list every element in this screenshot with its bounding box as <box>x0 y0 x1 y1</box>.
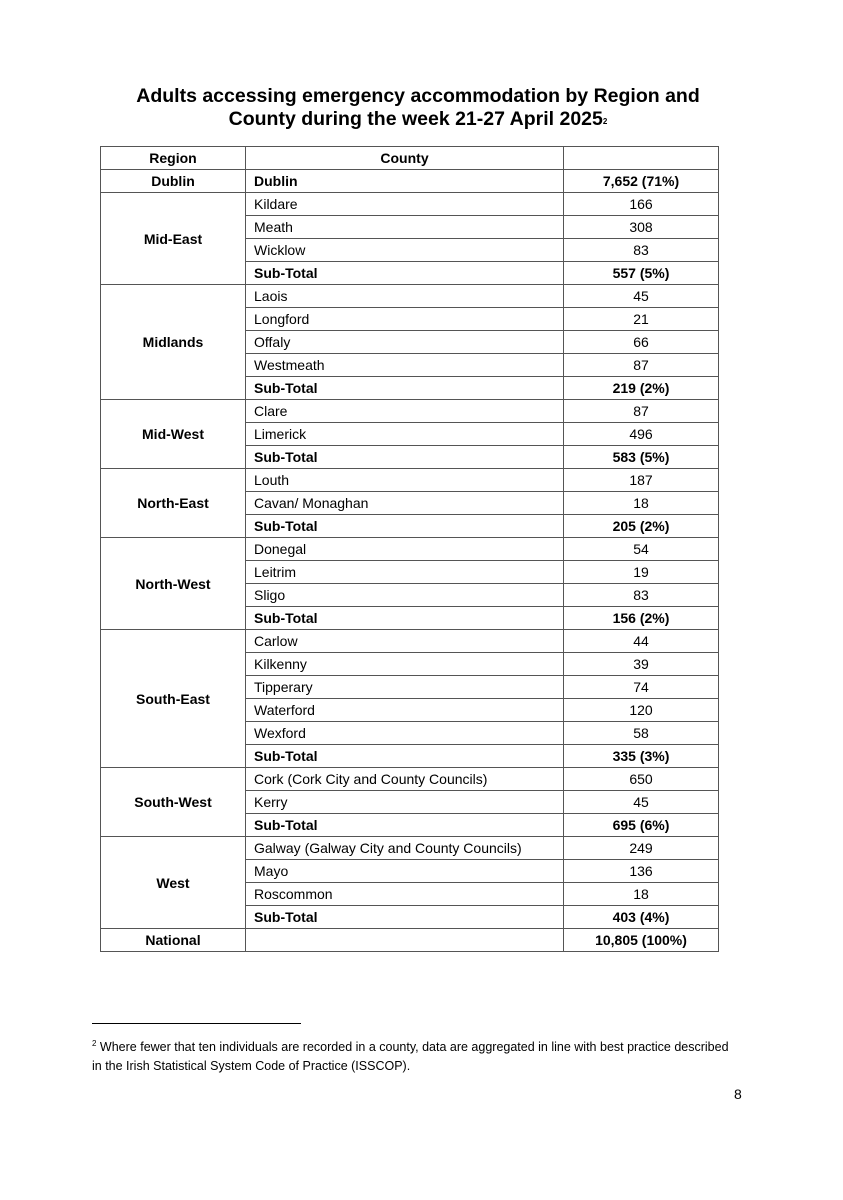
header-region: Region <box>101 147 246 170</box>
count-cell: 87 <box>564 354 719 377</box>
header-row <box>101 147 719 170</box>
subtotal-count: 205 (2%) <box>564 515 719 538</box>
county-cell: Meath <box>246 216 564 239</box>
subtotal-count: 335 (3%) <box>564 745 719 768</box>
county-cell: Cavan/ Monaghan <box>246 492 564 515</box>
subtotal-label: Sub-Total <box>246 515 564 538</box>
count-cell: 120 <box>564 699 719 722</box>
county-cell: Kildare <box>246 193 564 216</box>
table-row-dublin <box>101 170 719 193</box>
count-cell: 54 <box>564 538 719 561</box>
county-cell: Kerry <box>246 791 564 814</box>
county-cell: Roscommon <box>246 883 564 906</box>
footnote-reference: 2 <box>602 117 608 126</box>
subtotal-count: 583 (5%) <box>564 446 719 469</box>
count-cell: 166 <box>564 193 719 216</box>
region-cell: West <box>101 837 246 929</box>
county-cell: Carlow <box>246 630 564 653</box>
county-cell: Wicklow <box>246 239 564 262</box>
subtotal-count: 156 (2%) <box>564 607 719 630</box>
table-row-national <box>101 929 719 952</box>
page-title <box>60 85 776 134</box>
title-line-2: County during the week 21-27 April 2025$^2$ <box>228 108 608 130</box>
count-cell: 74 <box>564 676 719 699</box>
table-row <box>101 630 719 653</box>
footnote-divider <box>92 1023 301 1024</box>
count-cell: 21 <box>564 308 719 331</box>
county-cell: Sligo <box>246 584 564 607</box>
page-number: 8 <box>734 1086 742 1102</box>
count-cell: 45 <box>564 285 719 308</box>
county-cell: Louth <box>246 469 564 492</box>
subtotal-label: Sub-Total <box>246 745 564 768</box>
county-cell: Limerick <box>246 423 564 446</box>
subtotal-label: Sub-Total <box>246 814 564 837</box>
accommodation-table <box>100 146 719 952</box>
county-cell: Waterford <box>246 699 564 722</box>
subtotal-label: Sub-Total <box>246 906 564 929</box>
count-cell: 39 <box>564 653 719 676</box>
county-cell: Donegal <box>246 538 564 561</box>
count-cell: 19 <box>564 561 719 584</box>
count-cell: 83 <box>564 239 719 262</box>
footnote-marker: 2 <box>92 1039 97 1048</box>
county-cell: Tipperary <box>246 676 564 699</box>
region-cell: North-West <box>101 538 246 630</box>
count-cell: 18 <box>564 492 719 515</box>
count-cell: 66 <box>564 331 719 354</box>
count-cell: 87 <box>564 400 719 423</box>
region-cell: South-East <box>101 630 246 768</box>
subtotal-label: Sub-Total <box>246 262 564 285</box>
county-cell: Longford <box>246 308 564 331</box>
count-cell: 650 <box>564 768 719 791</box>
count-cell: 496 <box>564 423 719 446</box>
county-cell: Dublin <box>246 170 564 193</box>
count-cell: 83 <box>564 584 719 607</box>
county-cell: Galway (Galway City and County Councils) <box>246 837 564 860</box>
region-cell: Mid-East <box>101 193 246 285</box>
county-cell: Leitrim <box>246 561 564 584</box>
subtotal-label: Sub-Total <box>246 446 564 469</box>
county-cell: Kilkenny <box>246 653 564 676</box>
region-cell: Dublin <box>101 170 246 193</box>
county-cell: Westmeath <box>246 354 564 377</box>
header-count <box>564 147 719 170</box>
county-cell: Offaly <box>246 331 564 354</box>
subtotal-label: Sub-Total <box>246 377 564 400</box>
subtotal-count: 695 (6%) <box>564 814 719 837</box>
table-row <box>101 837 719 860</box>
national-label: National <box>101 929 246 952</box>
count-cell: 45 <box>564 791 719 814</box>
region-cell: Midlands <box>101 285 246 400</box>
region-cell: North-East <box>101 469 246 538</box>
count-cell: 136 <box>564 860 719 883</box>
count-cell: 187 <box>564 469 719 492</box>
count-cell: 18 <box>564 883 719 906</box>
count-cell: 58 <box>564 722 719 745</box>
title-line-1: Adults accessing emergency accommodation by Region and <box>136 85 700 107</box>
county-cell: Wexford <box>246 722 564 745</box>
table-row <box>101 768 719 791</box>
subtotal-count: 219 (2%) <box>564 377 719 400</box>
national-total: 10,805 (100%) <box>564 929 719 952</box>
footnote-text: Where fewer that ten individuals are recorded in a county, data are aggregated in line with best practice described in the Irish Statistical System Code of Practice (ISSCOP). <box>92 1040 729 1074</box>
subtotal-count: 403 (4%) <box>564 906 719 929</box>
region-cell: South-West <box>101 768 246 837</box>
count-cell: 308 <box>564 216 719 239</box>
table-row <box>101 469 719 492</box>
count-cell: 7,652 (71%) <box>564 170 719 193</box>
county-cell: Mayo <box>246 860 564 883</box>
table-row <box>101 400 719 423</box>
count-cell: 44 <box>564 630 719 653</box>
county-cell: Clare <box>246 400 564 423</box>
footnote <box>92 1034 732 1076</box>
region-cell: Mid-West <box>101 400 246 469</box>
county-cell: Laois <box>246 285 564 308</box>
subtotal-count: 557 (5%) <box>564 262 719 285</box>
header-county: County <box>246 147 564 170</box>
national-county <box>246 929 564 952</box>
subtotal-label: Sub-Total <box>246 607 564 630</box>
county-cell: Cork (Cork City and County Councils) <box>246 768 564 791</box>
table-row <box>101 193 719 216</box>
table-row <box>101 538 719 561</box>
table-row <box>101 285 719 308</box>
count-cell: 249 <box>564 837 719 860</box>
